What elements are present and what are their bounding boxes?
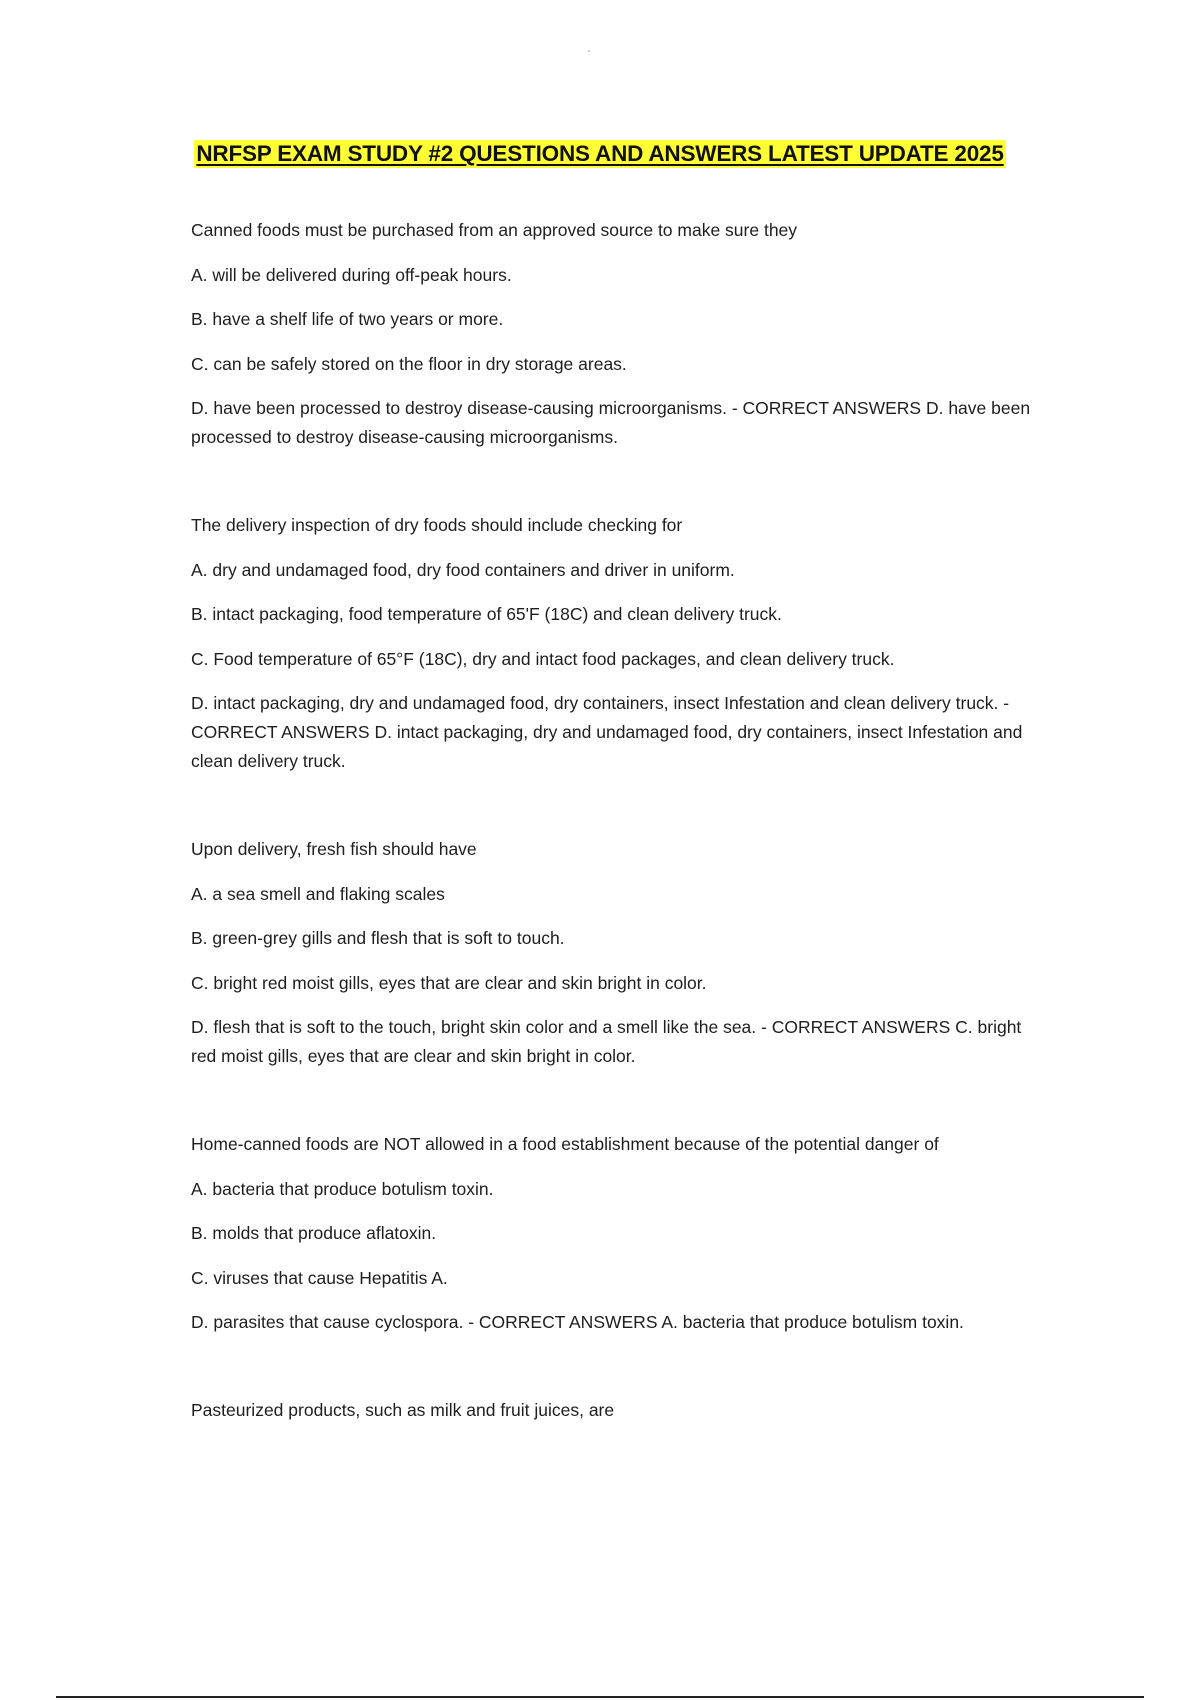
- question-3: [191, 835, 1031, 1071]
- option-a: A. dry and undamaged food, dry food containers and driver in uniform.: [191, 559, 735, 580]
- option-b: B. molds that produce aflatoxin.: [191, 1223, 437, 1243]
- option-d-with-answer: D. flesh that is soft to the touch, bright skin color and a smell like the sea. - CORRECT ANSWERS C. bright red moist gills, eyes that are clear and skin bright in color.: [191, 1017, 1022, 1066]
- page-bottom-divider: [56, 1696, 1144, 1698]
- option-a: A. bacteria that produce botulism toxin.: [191, 1178, 494, 1199]
- question-2: [191, 511, 1031, 776]
- question-text: The delivery inspection of dry foods should include checking for: [191, 515, 683, 535]
- option-c: C. can be safely stored on the floor in dry storage areas.: [191, 353, 627, 374]
- question-5: [191, 1396, 1031, 1425]
- document-title: NRFSP EXAM STUDY #2 QUESTIONS AND ANSWERS LATEST UPDATE 2025: [196, 141, 1004, 166]
- question-1: [191, 216, 1031, 452]
- option-c: C. Food temperature of 65°F (18C), dry and intact food packages, and clean delivery truck.: [191, 648, 895, 669]
- option-a: A. a sea smell and flaking scales: [191, 883, 445, 904]
- option-d-with-answer: D. parasites that cause cyclospora. - CORRECT ANSWERS A. bacteria that produce botulism toxin.: [191, 1312, 964, 1332]
- question-4: [191, 1130, 1031, 1337]
- question-text: Pasteurized products, such as milk and fruit juices, are: [191, 1400, 615, 1420]
- option-c: C. bright red moist gills, eyes that are clear and skin bright in color.: [191, 972, 707, 993]
- option-d-with-answer: D. have been processed to destroy disease-causing microorganisms. - CORRECT ANSWERS D. have been processed to destroy disease-causing microorganisms.: [191, 398, 1031, 447]
- option-a: A. will be delivered during off-peak hours.: [191, 264, 512, 285]
- question-text: Home-canned foods are NOT allowed in a food establishment because of the potential danger of: [191, 1134, 939, 1154]
- title-container: [0, 140, 1200, 168]
- option-b: B. green-grey gills and flesh that is soft to touch.: [191, 928, 565, 948]
- question-list: [191, 216, 1031, 1441]
- option-d-with-answer: D. intact packaging, dry and undamaged food, dry containers, insect Infestation and clean delivery truck. - CORRECT ANSWERS D. intact packaging, dry and undamaged food, dry containers, insect Infestation and clean delivery truck.: [191, 693, 1023, 771]
- page-mark: [588, 50, 590, 52]
- option-b: B. have a shelf life of two years or more.: [191, 309, 504, 329]
- question-text: Canned foods must be purchased from an approved source to make sure they: [191, 220, 798, 240]
- option-c: C. viruses that cause Hepatitis A.: [191, 1267, 448, 1288]
- question-text: Upon delivery, fresh fish should have: [191, 839, 477, 859]
- option-b: B. intact packaging, food temperature of 65'F (18C) and clean delivery truck.: [191, 604, 782, 624]
